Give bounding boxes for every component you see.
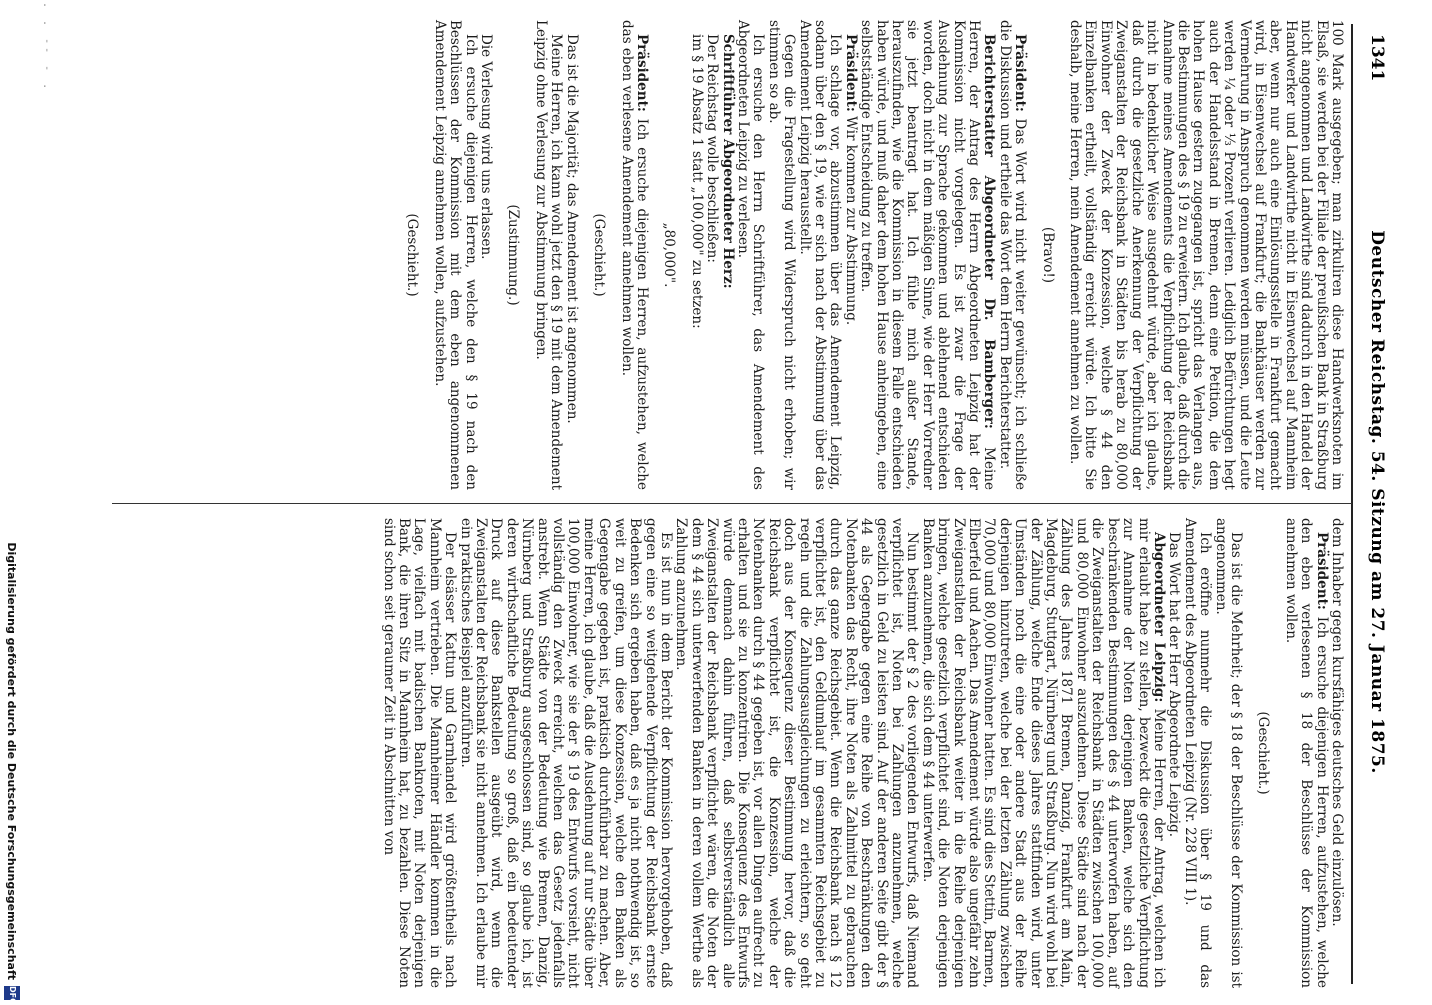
paragraph-text: Das ist die Majorität; das Amendement ist angenommen. — [563, 34, 580, 424]
speaker-label: Präsident: — [842, 34, 859, 112]
paragraph — [1181, 518, 1212, 988]
paragraph — [505, 20, 520, 490]
paragraph — [765, 20, 796, 490]
paragraph-text: Das Wort wird nicht weiter gewünscht; ich schließe die Diskussion und ertheile das Wort dem Herrn Berichterstatter. — [996, 20, 1029, 490]
paragraph — [478, 20, 493, 490]
paragraph — [661, 20, 676, 490]
speaker-label: Abgeordneter Leipzig: — [1150, 532, 1167, 703]
paragraph-text: Das Wort hat der Herr Abgeordnete Leipzig. — [1166, 532, 1183, 838]
paragraph-text: Das ist die Mehrheit; der § 18 der Beschlüsse der Kommission ist angenommen. — [1212, 518, 1244, 988]
paragraph — [431, 20, 477, 490]
paragraph — [380, 518, 457, 988]
paragraph — [1329, 518, 1344, 988]
speaker-label: Präsident: — [1012, 34, 1029, 112]
column-divider — [112, 503, 1352, 504]
speaker-label: Schriftführer Abgeordneter Herz: — [719, 34, 736, 289]
paragraph — [704, 20, 719, 490]
paragraph-text: (Geschieht.) — [404, 213, 421, 297]
page-number: 1341 — [1367, 34, 1387, 82]
paragraph-text: Ich ersuche diejenigen Herren, aufzustehen, welche das eben verlesene Amendement annehmen wollen. — [618, 20, 650, 490]
paragraph — [618, 20, 649, 490]
paragraph-text: Nun bestimmt der § 2 des vorliegenden Entwurfs, daß Niemand verpflichtet ist, Noten bei Zahlungen anzunehmen, welche gesetzlich in Geld zu leisten sind. Auf der anderen Seite gibt der § 44 als Gegengabe gegen eine Reihe von Beschränkungen den Notenbanken das Recht, ihre Noten als Zahlmittel zu gebrauchen durch das ganze Reichsgebiet. Wenn die Reichsbank nach § 12 verpflichtet ist, den Geldumlauf im gesammten Reichsgebiet zu regeln und die Zahlungsausgleichungen zu erleichtern, so geht doch aus der Konsequenz dieser Bestimmung hervor, daß die Reichsbank verpflichtet ist, die Konzession, welche der Notenbanken durch § 44 gegeben ist, vor allen Dingen aufrecht zu erhalten und sie zu konzentriren. Die Konsequenz des Entwurfs würde demnach dahin führen, daß selbstverständlich alle Zweiganstalten der Reichsbank verpflichtet wären, die Noten der dem § 44 sich unterwerfenden Banken in deren vollem Werthe als Zahlung anzunehmen. — [673, 518, 921, 988]
paragraph-text: Wir kommen zur Abstimmung. — [842, 111, 859, 326]
paragraph — [996, 20, 1027, 490]
paragraph-text: Die Verlesung wird uns erlassen. — [478, 34, 495, 260]
paragraph-text: Meine Herren, der Antrag, welchen ich mir erlaubt habe zu stellen, bezweckt die gesetzliche Verpflichtung zur Annahme der Noten derjenigen Banken, welche sich den beschränkenden Bestimmungen des § 44 unterworfen haben, auf die Zweiganstalten der Reichsbank in Städten zwischen 100,000 und 80,000 Einwohner auszudehnen. Diese Städte sind nach der Zählung des Jahres 1871 Bremen, Danzig, Frankfurt am Main, Magdeburg, Stuttgart, Nürnberg und Straßburg. Nun wird wohl bei der Zählung, welche Ende dieses Jahres stattfinden wird, unter Umständen noch die eine oder andere Stadt aus der Reihe derjenigen hinzutreten, welche bei der letzten Zählung zwischen 70,000 und 80,000 Einwohner hatten. Es sind dies Stettin, Barmen, Elberfeld und Aachen. Das Amendement würde also ungefähr zehn Zweiganstalten der Reichsbank weiter in die Reihe derjenigen bringen, welche gesetzlich verpflichtet sind, die Noten derjenigen Banken anzunehmen, die sich dem § 44 unterwerfen. — [919, 518, 1167, 988]
paragraph — [796, 20, 842, 490]
paragraph-text: (Geschieht.) — [591, 213, 608, 297]
paragraph-text: Ich eröffne nunmehr die Diskussion über § 19 und das Amendement des Abgeordneten Leipzig (Nr. 228 VIII 1). — [1181, 518, 1214, 988]
margin-marks: . . -- - . — [41, 2, 52, 93]
paragraph-text: 100 Mark ausgegeben; man zirkuliren diese Handwerksnoten im Elsaß, sie werden bei der Filiale der preußischen Bank in Straßburg nicht angenommen und Landwirthe sind dadurch in den Handel der Handwerker und Landwirthe nicht in Eisenwechsel auf Mannheim aber, wenn nur auch eine Einlösungsstelle in Frankfurt gemacht wird, in Eisenwechsel auf Frankfurt; die Bankhäuser werden zur Vermehrung in Anspruch genommen werden müssen, und die Leute werden ¼ oder ⅓ Prozent verlieren. Lediglich Befürchtungen hegt auch der Handelsstand in Bremen, denn eine Petition, die dem hohen Hause gestern zugegangen ist, spricht das Verlangen aus, die Bestimmungen des § 19 zu erweitern. Ich glaube, daß durch die Annahme meines Amendements die Verpflichtung der Reichsbank nicht in bedenklicher Weise ausgedehnt würde, aber ich glaube, daß durch die gesetzliche Anerkennung der Verpflichtung der Zweiganstalten der Reichsbank in Städten bis herab zu 80,000 Einwohner der Zweck der Konzession, welche § 44 den Einzelbanken ertheilt, vollständig erreicht würde. Ich bitte Sie deshalb, meine Herren, mein Amendement annehmen zu wollen. — [1067, 20, 1345, 490]
paragraph-text: (Geschieht.) — [1255, 711, 1272, 795]
paragraph-text: (Bravo!) — [1039, 226, 1056, 284]
paragraph — [1282, 518, 1328, 988]
paragraph-text: dem Inhaber gegen kursfähiges deutsches Geld einzulösen. — [1329, 518, 1345, 927]
paragraph-text: Gegen die Fragestellung wird Widerspruch nicht erhoben; wir stimmen so ab. — [765, 20, 798, 490]
paragraph — [404, 20, 419, 490]
speaker-label: Berichterstatter Abgeordneter Dr. Bamberger: — [981, 34, 998, 429]
paragraph — [919, 518, 1166, 988]
paragraph-text: Ich ersuche diejenigen Herren, welche den § 19 nach den Beschlüssen der Kommission mit dem eben angenommenen Amendement Leipzig annehmen wollen, aufzustehen. — [431, 20, 479, 490]
paragraph-text: Ich schlage vor, abzustimmen über das Amendement Leipzig, sodann über den § 19, wie er sich nach der Abstimmung über das Amendement Leipzig herausstellt. — [796, 20, 844, 490]
paragraph-text: Ich ersuche den Herrn Schriftführer, das Amendement des Abgeordneten Leipzig zu verlesen. — [734, 20, 767, 490]
dfg-logo: DFG — [4, 986, 20, 1000]
speaker-label: Präsident: — [1313, 532, 1330, 610]
paragraph — [1212, 518, 1243, 988]
paragraph — [858, 20, 997, 490]
paragraph — [735, 20, 766, 490]
paragraph — [1067, 20, 1344, 490]
text-column-left — [104, 20, 1344, 490]
paragraph — [591, 20, 606, 490]
paragraph — [563, 20, 578, 490]
paragraph-text: im § 19 Absatz 1 statt „100,000" zu setzen: — [688, 34, 705, 329]
running-title: Deutscher Reichstag. 54. Sitzung am 27. Januar 1875. — [1367, 230, 1387, 774]
paragraph-text: Der Reichstag wolle beschließen: — [704, 34, 721, 263]
text-column-right — [104, 518, 1344, 988]
paragraph-text: Meine Herren, ich kann wohl jetzt den § 19 mit dem Amendement Leipzig ohne Verlesung zur Abstimmung bringen. — [532, 20, 565, 490]
paragraph-text: Der elsässer Kattun und Garnhandel wird größtentheils nach Mannheim vertrieben. Die Mannheimer Händler kommen in die Lage, vielfach mit badischen Banknoten, mit Noten derjenigen Bank, die ihren Sitz in Mannheim hat, zu bezahlen. Diese Noten sind schon seit geraumer Zeit in Abschnitten von — [380, 518, 459, 988]
header-rule — [1351, 24, 1353, 984]
paragraph-text: Es ist nun in dem Bericht der Kommission hervorgehoben, daß gegen eine so weitgehende Verpflichtung der Reichsbank ernste Bedenken sich ergeben haben, daß es ja nicht nothwendig ist, so weit zu greifen, um diese Konzession, welche den Banken als Gegengabe gegeben ist, praktisch durchführbar zu machen. Aber, meine Herren, ich glaube, daß die Ausdehnung auf nur Städte über 100,000 Einwohner, wie sie der § 19 des Entwurfs vorsieht, nicht vollständig den Zweck erreicht, welchen das Gesetz jedenfalls anstrebt. Wenn Städte von der Bedeutung wie Bremen, Danzig, Nürnberg und Straßburg ausgeschlossen sind, so glaube ich, ist deren wirthschaftliche Bedeutung so groß, daß ein bedeutender Druck auf diese Bankstellen ausgeübt wird, wenn die Zweiganstalten der Reichsbank sie nicht annehmen. Ich erlaube mir ein praktisches Beispiel anzuführen. — [457, 518, 674, 988]
footer-band — [0, 0, 20, 1005]
paragraph — [1166, 518, 1181, 988]
paragraph — [457, 518, 673, 988]
paragraph — [688, 20, 703, 490]
paragraph-text: Meine Herren, der Antrag des Herrn Abgeordneten Leipzig hat der Kommission nicht vorgelegen. Es ist zwar die Frage der Ausdehnung zur Sprache gekommen und ablehnend entschieden worden, doch nicht in dem mäßigen Sinne, wie der Herr Vorredner sie jetzt beantragt hat. Ich fühle mich außer Stande, herauszufinden, wie die Kommission in diesem Falle entschieden haben würde, und muß daher dem hohen Hause anheimgeben, eine selbstständige Entscheidung zu treffen. — [858, 20, 998, 490]
paragraph-text: Ich ersuche diejenigen Herren, aufzustehen, welche den eben verlesenen § 18 der Beschlüsse der Kommission annehmen wollen. — [1282, 518, 1330, 988]
paragraph — [719, 20, 734, 490]
paragraph-text: (Zustimmung.) — [505, 204, 522, 306]
paragraph — [1255, 518, 1270, 988]
digitization-credit: Digitalisierung gefördert durch die Deutsche Forschungsgemeinschaft — [5, 542, 18, 980]
paragraph — [842, 20, 857, 490]
paragraph — [533, 20, 564, 490]
paragraph — [673, 518, 920, 988]
page-header — [1357, 12, 1387, 988]
paragraph-text: „80,000". — [661, 222, 678, 288]
speaker-label: Präsident: — [633, 34, 650, 112]
paragraph — [1039, 20, 1054, 490]
